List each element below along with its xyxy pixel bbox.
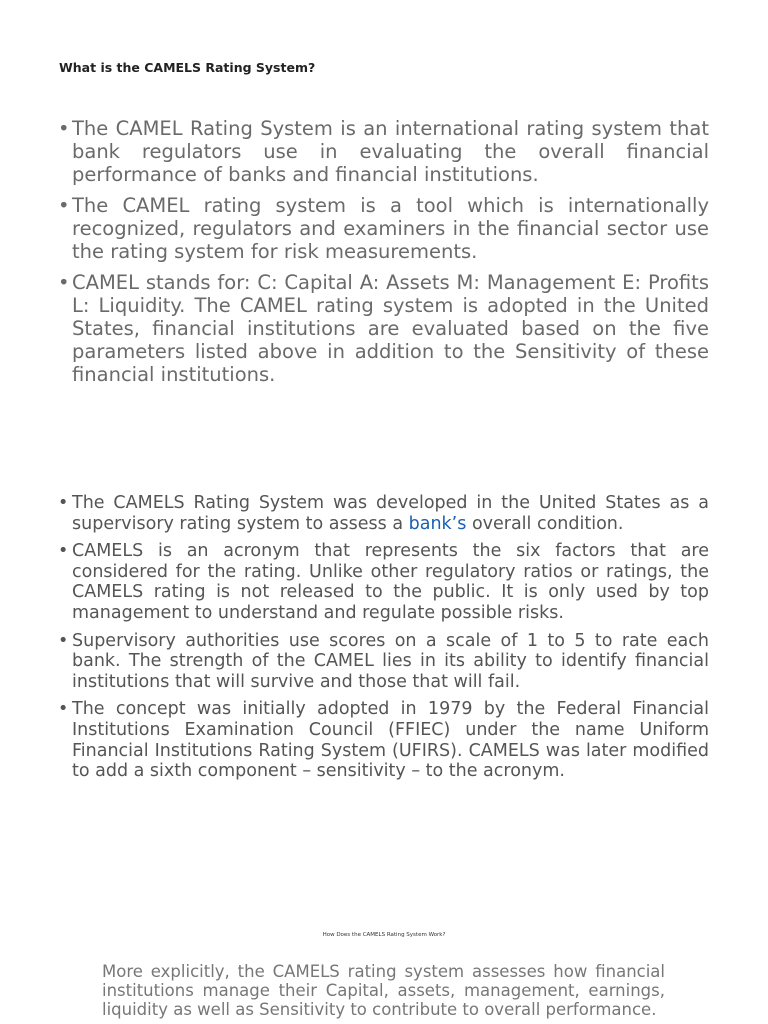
bullet-icon: •: [58, 194, 70, 217]
bullet-list-overview: [0, 117, 709, 394]
bullet-icon: •: [58, 630, 69, 651]
bullet-icon: •: [58, 541, 69, 562]
bullet-text: CAMELS is an acronym that represents the six factors that are considered for the rating. Unlike other regulatory ratios or ratings, the CAMELS rating is not released to the public. It is only used by top management to understand and regulate possible risks.: [72, 541, 709, 623]
list-item: [0, 117, 709, 186]
bullet-text: The CAMELS Rating System was developed in the United States as a supervisory rating system to assess a: [72, 493, 709, 534]
bullet-text: overall condition.: [466, 513, 624, 534]
bullet-icon: •: [58, 117, 70, 140]
list-item: [0, 541, 709, 623]
list-item: [0, 493, 709, 534]
bullet-text: CAMEL stands for: C: Capital A: Assets M: Management E: Profits L: Liquidity. The CAMEL rating system is adopted in the United States, financial institutions are evaluated based on the five parameters listed above in addition to the Sensitivity of these financial institutions.: [72, 271, 709, 386]
list-item: [0, 194, 709, 263]
section-subheading: How Does the CAMELS Rating System Work?: [322, 932, 446, 938]
bullet-text: The CAMEL Rating System is an international rating system that bank regulators use in evaluating the overall financial performance of banks and financial institutions.: [72, 117, 709, 186]
bullet-icon: •: [58, 493, 69, 513]
bullet-text: The CAMEL rating system is a tool which is internationally recognized, regulators and examiners in the financial sector use the rating system for risk measurements.: [72, 194, 709, 263]
bullet-list-history: [0, 493, 709, 789]
list-item: [0, 271, 709, 386]
bullet-text: Supervisory authorities use scores on a scale of 1 to 5 to rate each bank. The strength of the CAMEL lies in its ability to identify financial institutions that will survive and those that will fail.: [72, 630, 709, 692]
bullet-icon: •: [58, 271, 70, 294]
bullet-icon: •: [58, 699, 69, 720]
bullet-text: The concept was initially adopted in 1979 by the Federal Financial Institutions Examination Council (FFIEC) under the name Uniform Financial Institutions Rating System (UFIRS). CAMELS was later modified to add a sixth component – sensitivity – to the acronym.: [72, 699, 709, 782]
body-paragraph: More explicitly, the CAMELS rating system assesses how financial institutions manage their Capital, assets, management, earnings, liquidity as well as Sensitivity to contribute to overall performance.: [102, 962, 665, 1019]
page-title: What is the CAMELS Rating System?: [59, 60, 316, 75]
list-item: [0, 699, 709, 781]
list-item: [0, 631, 709, 693]
banks-link[interactable]: bank’s: [408, 513, 467, 534]
